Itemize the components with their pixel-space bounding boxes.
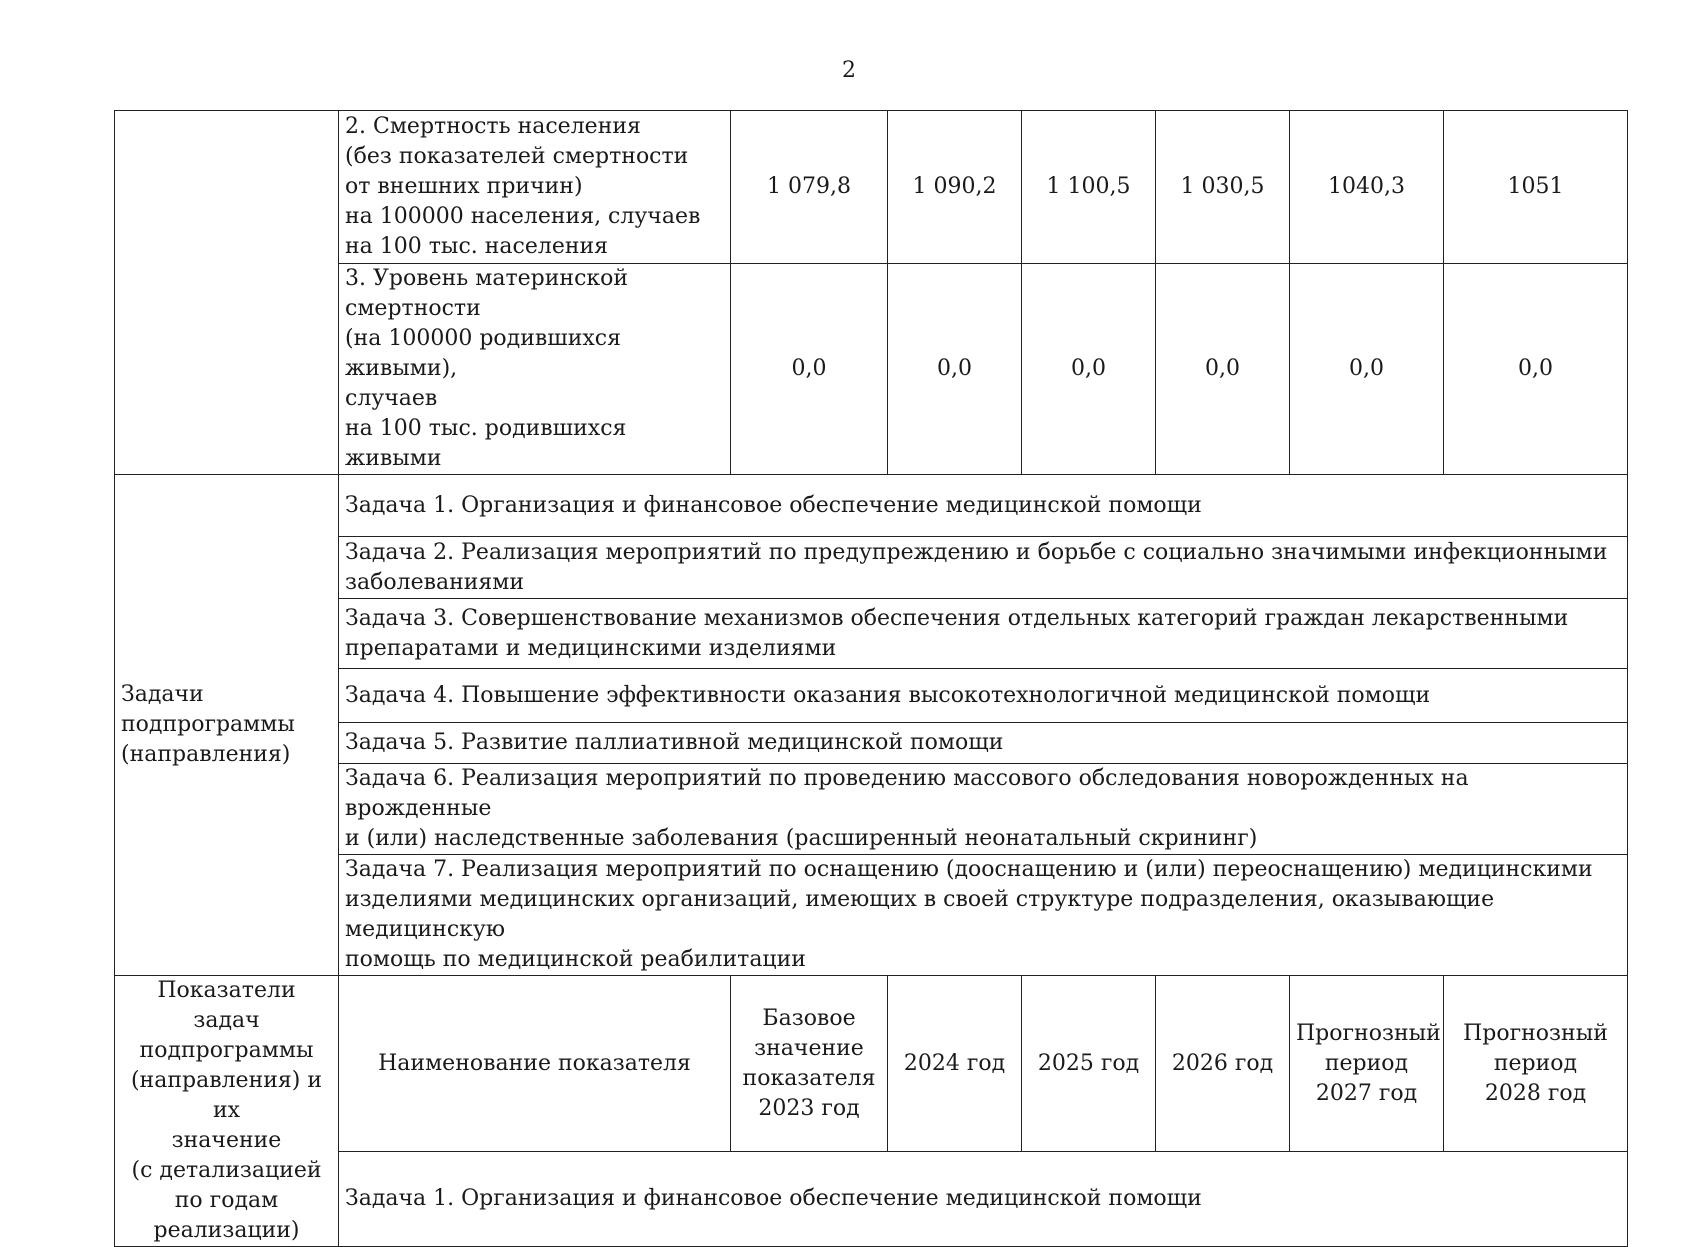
value-2024: 0,0: [888, 264, 1022, 475]
header-line: Базовое: [762, 1005, 856, 1031]
task-1: [339, 475, 1628, 537]
indicator-name: [339, 111, 731, 264]
header-line: период: [1324, 1050, 1409, 1076]
indicators-label: [115, 976, 339, 1247]
indicator-name-line: смертности: [345, 296, 481, 321]
indicators-label-line: Показатели задач: [157, 978, 296, 1033]
task-row: [115, 537, 1628, 599]
task-6: [339, 764, 1628, 855]
task-row: [115, 723, 1628, 764]
value-2028: 0,0: [1444, 264, 1628, 475]
task-row: [115, 855, 1628, 976]
indicators-label-line: значение: [171, 1128, 282, 1153]
header-2024: [888, 976, 1022, 1152]
indicator-name-line: (без показателей смертности: [345, 144, 689, 169]
subprogram-table: [114, 110, 1628, 1247]
header-line: показателя: [742, 1065, 876, 1091]
value-2026: 1 030,5: [1156, 111, 1290, 264]
indicators-label-line: по годам: [174, 1188, 279, 1213]
value-2027: 1040,3: [1290, 111, 1444, 264]
task-line: Задача 6. Реализация мероприятий по проведению массового обследования новорожденных на врожденные: [345, 766, 1469, 821]
indicator-name-line: от внешних причин): [345, 174, 583, 199]
indicator-name-line: случаев: [345, 386, 438, 411]
header-base-value: [731, 976, 888, 1152]
value-2025: 1 100,5: [1022, 111, 1156, 264]
value-2024: 1 090,2: [888, 111, 1022, 264]
task-row: [115, 475, 1628, 537]
value-2028: 1051: [1444, 111, 1628, 264]
tasks-label-line: (направления): [121, 742, 291, 767]
value-base-2023: 1 079,8: [731, 111, 888, 264]
tasks-label: [115, 475, 339, 976]
indicator-name-line: 3. Уровень материнской: [345, 266, 629, 291]
empty-label-cell: [115, 111, 339, 475]
tasks-label-line: подпрограммы: [121, 712, 295, 737]
indicators-header-row: [115, 976, 1628, 1152]
indicator-name-line: на 100000 населения, случаев: [345, 204, 701, 229]
task-line: препаратами и медицинскими изделиями: [345, 635, 837, 661]
header-line: Прогнозный: [1463, 1020, 1608, 1046]
header-line: 2023 год: [758, 1095, 860, 1121]
task-2: [339, 537, 1628, 599]
indicators-label-line: реализации): [153, 1218, 300, 1243]
indicators-task-1: Задача 1. Организация и финансовое обеспечение медицинской помощи: [339, 1152, 1628, 1247]
task-line: Задача 2. Реализация мероприятий по предупреждению и борьбе с социально значимыми инфекционными: [345, 539, 1608, 565]
page-number: 2: [842, 58, 856, 83]
indicator-name-line: на 100 тыс. населения: [345, 234, 609, 259]
task-line: помощь по медицинской реабилитации: [345, 947, 806, 972]
task-row: [115, 599, 1628, 669]
header-line: 2028 год: [1484, 1080, 1587, 1106]
indicators-task-row: [115, 1152, 1628, 1247]
task-row: [115, 669, 1628, 723]
value-2026: 0,0: [1156, 264, 1290, 475]
header-2025: [1022, 976, 1156, 1152]
task-3: [339, 599, 1628, 669]
tasks-label-line: Задачи: [121, 682, 204, 707]
task-line: изделиями медицинских организаций, имеющих в своей структуре подразделения, оказывающие медицинскую: [345, 887, 1495, 942]
value-2025: 0,0: [1022, 264, 1156, 475]
task-line: и (или) наследственные заболевания (расширенный неонатальный скрининг): [345, 826, 1258, 851]
header-line: Наименование показателя: [378, 1050, 691, 1076]
task-line: Задача 1. Организация и финансовое обеспечение медицинской помощи: [345, 492, 1202, 518]
header-forecast-2027: [1290, 976, 1444, 1152]
header-line: 2026 год: [1171, 1050, 1274, 1076]
value-2027: 0,0: [1290, 264, 1444, 475]
header-line: значение: [754, 1035, 864, 1061]
task-4: [339, 669, 1628, 723]
header-line: Прогнозный: [1296, 1020, 1441, 1046]
indicator-name-line: (на 100000 родившихся живыми),: [345, 326, 621, 381]
task-line: Задача 5. Развитие паллиативной медицинской помощи: [345, 730, 1004, 755]
value-base-2023: 0,0: [731, 264, 888, 475]
task-line: Задача 3. Совершенствование механизмов обеспечения отдельных категорий граждан лекарственными: [345, 605, 1569, 631]
task-7: [339, 855, 1628, 976]
indicator-name-line: на 100 тыс. родившихся живыми: [345, 416, 627, 471]
indicators-label-line: (с детализацией: [131, 1158, 322, 1183]
header-line: 2025 год: [1037, 1050, 1140, 1076]
header-forecast-2028: [1444, 976, 1628, 1152]
header-line: 2024 год: [903, 1050, 1006, 1076]
indicators-label-line: подпрограммы: [139, 1038, 314, 1063]
indicators-label-line: (направления) и их: [130, 1068, 323, 1123]
indicator-row-maternal-mortality: [115, 264, 1628, 475]
task-5: [339, 723, 1628, 764]
task-line: Задача 4. Повышение эффективности оказания высокотехнологичной медицинской помощи: [345, 682, 1431, 708]
indicator-name: [339, 264, 731, 475]
task-line: Задача 7. Реализация мероприятий по оснащению (дооснащению и (или) переоснащению) медицинскими: [345, 857, 1593, 882]
header-2026: [1156, 976, 1290, 1152]
header-line: 2027 год: [1315, 1080, 1418, 1106]
task-row: [115, 764, 1628, 855]
header-indicator-name: [339, 976, 731, 1152]
header-line: период: [1493, 1050, 1578, 1076]
task-line: заболеваниями: [345, 569, 525, 595]
indicator-name-line: 2. Смертность населения: [345, 114, 641, 139]
indicator-row-mortality: [115, 111, 1628, 264]
